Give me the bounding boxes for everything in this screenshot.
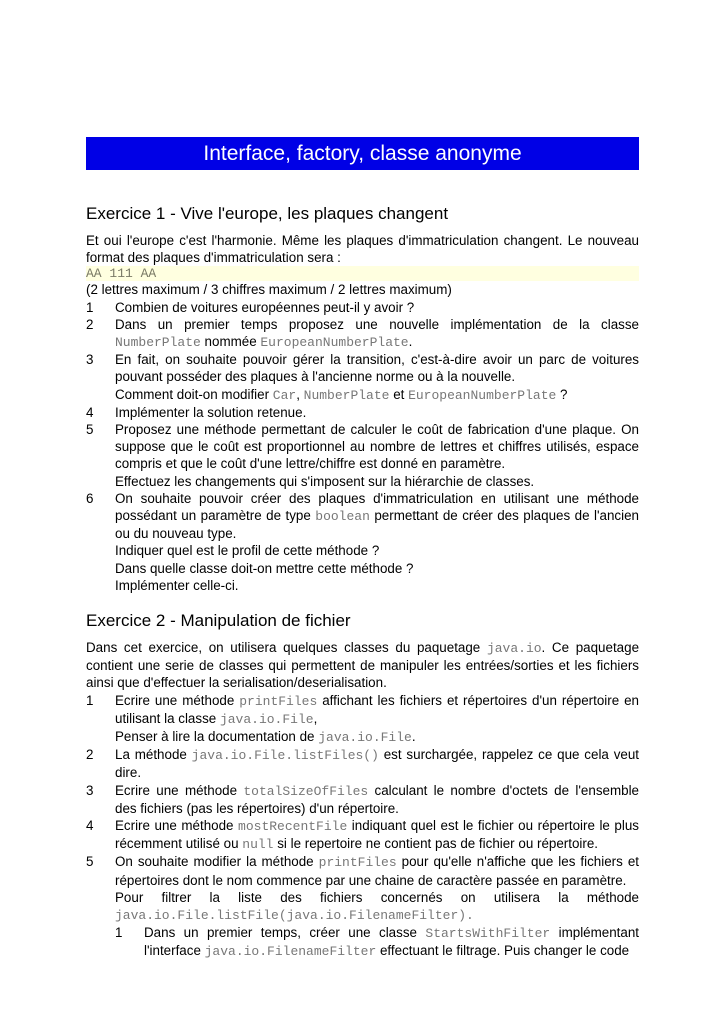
exercise-2-heading: Exercice 2 - Manipulation de fichier [86,611,351,630]
list-item [86,299,639,316]
code-span: java.io.FilenameFilter [204,944,377,960]
code-span: java.io [486,641,542,656]
item-number: 3 [86,352,94,368]
question-text: si le repertoire ne contient pas de fichier ou répertoire. [273,836,599,852]
exercise-1-section [86,204,639,594]
question-text: , [313,710,318,726]
list-item [86,421,639,490]
item-number: 4 [86,818,94,834]
exercise-1-intro: Et oui l'europe c'est l'harmonie. Même les plaques d'immatriculation changent. Le nouveau format des plaques d'immatriculation sera : [86,233,639,266]
question-text: Ecrire une méthode [115,692,240,708]
code-span: NumberPlate [115,335,201,351]
document-title: Interface, factory, classe anonyme [203,141,522,165]
list-item [86,782,639,817]
exercise-2-section [86,611,639,961]
code-span: totalSizeOfFiles [243,783,369,799]
question-text: Implémenter celle-ci. [115,577,239,593]
sub-list-item [115,924,639,960]
code-span: printFiles [318,855,397,871]
item-number: 2 [86,316,94,332]
code-span: java.io.File [318,730,412,746]
code-span: EuropeanNumberPlate [260,335,409,351]
question-text: nommée [200,334,261,350]
item-number: 2 [86,747,94,763]
question-text: , [296,386,304,402]
plate-format-code: AA 111 AA [86,266,639,281]
question-text: Comment doit-on modifier [115,386,273,402]
code-span: mostRecentFile [238,819,348,835]
question-text: Penser à lire la documentation de [115,729,319,745]
list-item [86,853,639,960]
list-item [86,316,639,351]
code-span: java.io.File.listFile(java.io.FilenameFilter). [115,908,474,924]
question-text: pour qu'elle n'affiche que les fichiers et répertoires dont le nom commence par une chaine de caractère passée en paramètre. [115,854,639,888]
item-number: 4 [86,404,94,420]
question-text: Dans un premier temps proposez une nouvelle implémentation de la classe [115,316,639,332]
list-item [86,404,639,421]
code-span: StartsWithFilter [425,926,551,942]
item-number: 5 [86,422,94,438]
question-text: Indiquer quel est le profil de cette méthode ? [115,543,380,559]
list-item [86,490,639,594]
question-text: En fait, on souhaite pouvoir gérer la transition, c'est-à-dire avoir un parc de voitures pouvant posséder des plaques à l'ancienne norme ou à la nouvelle. [115,352,639,385]
exercise-1-heading: Exercice 1 - Vive l'europe, les plaques changent [86,204,449,223]
question-text: implémentant l'interface [144,925,640,959]
question-text: calculant le nombre d'octets de l'ensemble des fichiers (pas les répertoires) d'un répertoire. [115,782,639,816]
intro-text: . Ce paquetage contient une serie de classes qui permettent de manipuler les entrées/sorties et les fichiers ainsi que d'effectuer la serialisation/deserialisation. [86,640,640,691]
document-title-bar [86,137,639,170]
question-text: On souhaite modifier la méthode [115,854,319,870]
list-item [86,351,639,404]
code-span: java.io.File.listFiles() [191,748,379,764]
list-item [86,746,639,781]
question-text: Dans quelle classe doit-on mettre cette méthode ? [115,560,414,576]
code-span: boolean [315,509,370,525]
question-text: Ecrire une méthode [115,818,239,834]
question-text: Dans un premier temps, créer une classe [144,925,426,941]
item-number: 5 [86,854,94,870]
code-span: printFiles [239,693,318,709]
item-number: 1 [86,692,94,708]
question-text: effectuant le filtrage. Puis changer le code [376,943,630,959]
question-text: affichant les fichiers et répertoires d'un répertoire en utilisant la classe [115,692,639,726]
item-number: 1 [86,299,94,315]
question-text: Proposez une méthode permettant de calculer le coût de fabrication d'une plaque. On suppose que le coût est proportionnel au nombre de lettres et chiffres utilisés, espace compris et que le coût d'une lettre/chiffre est donné en paramètre. [115,422,639,472]
intro-text: Dans cet exercice, on utilisera quelques classes du paquetage [86,640,487,655]
list-item [86,817,639,853]
question-text: Implémenter la solution retenue. [115,404,307,420]
question-text: Ecrire une méthode [115,782,244,798]
plate-format-note: (2 lettres maximum / 3 chiffres maximum / 2 lettres maximum) [86,282,452,298]
question-text: On souhaite pouvoir créer des plaques d'immatriculation en utilisant une méthode possédant un paramètre de type [115,490,639,524]
list-item [86,692,639,747]
question-text: et [389,386,409,402]
exercise-1-questions [86,299,639,594]
question-text: Pour filtrer la liste des fichiers concernés on utilisera la méthode [115,889,639,905]
question-text: . [408,334,413,350]
question-text: permettant de créer des plaques de l'ancien ou du nouveau type. [115,508,639,542]
question-text: Effectuez les changements qui s'imposent sur la hiérarchie de classes. [115,473,535,489]
code-span: Car [272,387,297,403]
question-text: Combien de voitures européennes peut-il y avoir ? [115,299,415,315]
question-text: indiquant quel est le fichier ou répertoire le plus récemment utilisé ou [115,818,639,852]
exercise-2-questions [86,692,639,961]
question-text: . [411,729,416,745]
question-text: est surchargée, rappelez ce que cela veut dire. [115,747,640,781]
item-number: 6 [86,490,94,506]
code-span: NumberPlate [303,387,390,403]
item-number: 1 [115,925,123,941]
code-span: java.io.File [219,711,314,727]
item-number: 3 [86,782,94,798]
question-text: La méthode [115,747,192,763]
document-page [86,137,640,960]
question-text: ? [556,386,568,402]
exercise-2-intro [86,639,639,692]
code-span: null [242,837,274,853]
code-span: EuropeanNumberPlate [408,387,557,403]
